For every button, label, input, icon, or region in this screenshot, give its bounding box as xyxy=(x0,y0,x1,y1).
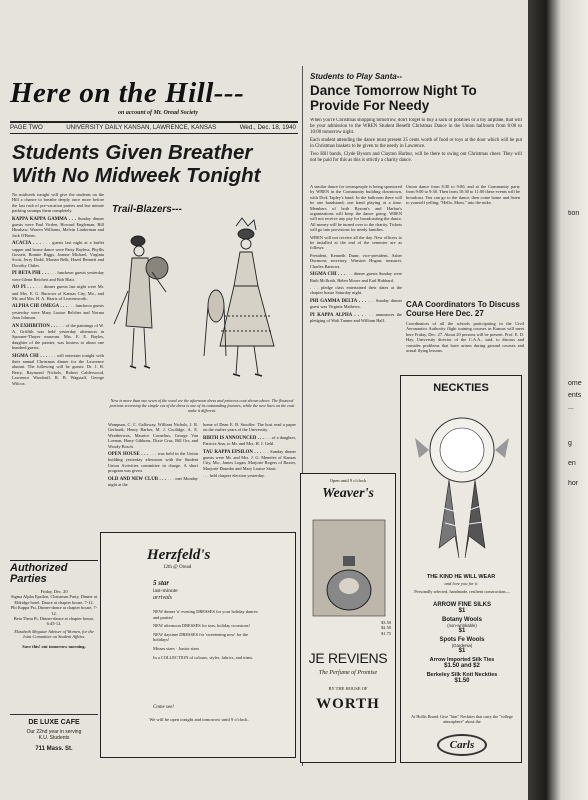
edge-fragment: hor xyxy=(568,480,579,487)
weaver-house: WORTH xyxy=(316,696,380,712)
paper-name: UNIVERSITY DAILY KANSAN, LAWRENCE, KANSAS xyxy=(66,124,217,131)
edge-fragment: en xyxy=(568,460,576,467)
middle-section-old-new-club: OLD AND NEW CLUB . . . . . . met Monday night at the xyxy=(108,475,198,488)
section-ao-pi: AO PI . . . . . . dinner guests last night were Mr. and Mrs. E. G. Burrows of Kansas City, Mo., and Mr. and Mrs. H. A. Harris of Leavenworth. xyxy=(12,284,104,301)
herzfeld-store: Herzfeld's xyxy=(147,547,211,563)
caa-text: Coordinators of all the schools participating in the Civil Aeronautics Authority flight training courses in Kansas will meet here Friday, Dec. 27. About 20 persons will be present. Prof. E. D. Hay, University director of the C.A.A., said, to discuss and consider problems that have arisen during ground courses and actual flying lessons. xyxy=(406,321,524,354)
neckties-ad xyxy=(400,375,522,763)
edge-fragment: tion xyxy=(568,210,580,217)
herzfeld-item: In a COLLECTION of colours, styles, fabrics, and trims. xyxy=(153,654,254,660)
caa-headline: CAA Coordinators To Discuss Course Here Dec. 27 xyxy=(406,300,520,318)
herzfeld-item: NEW afternoon DRESSES for teas, holiday occasions! xyxy=(153,623,250,629)
herzfeld-items xyxy=(153,609,263,660)
necktie-rosette-icon xyxy=(409,398,515,570)
right-kicker: Students to Play Santa-- xyxy=(310,72,403,81)
necktie-line-price: $1.50 and $2 xyxy=(444,663,480,669)
middle-text-1: Wampum, C. C. Galloway, William Nichols, J. R. Gerhardt, Henry Barber, M. J. Coolidge, A. E. Weatherwax, Maurice Cornelius, George Van Loenan, Harry Gibbons, Dixie Crus, Bill Orr, and Woody Bosch. xyxy=(108,422,198,449)
authorized-item: Sigma Alpha Epsilon, Christmas Party, Dinner at Eldridge hotel. Dance at chapter house, 7-12. xyxy=(10,594,98,605)
middle-column-2 xyxy=(203,422,296,530)
section-pi-beta-phi: PI BETA PHI . . . . . . luncheon guests yesterday were Glenn Reichert and Bob Blair. xyxy=(12,270,104,282)
herzfeld-address: 12th @ Oread xyxy=(163,565,192,570)
deluxe-line1: Our 22nd year in serving xyxy=(26,729,82,735)
weaver-price: $2.50 xyxy=(381,625,391,631)
dateline xyxy=(10,124,296,131)
masthead-subtitle: on account of Mt. Oread Society xyxy=(118,110,198,116)
right-col-b-text: Union dance from 8:30 to 9:00, and at the Community party from 9:00 to 9:30. Then from 10:30 to 11:00 these events will be broadcast. You can go to the dance, then come home and listen to yourself yelling, "Hello, Mom," into the mike. xyxy=(406,184,520,206)
right-col-a-text: A similar dance for townspeople is being sponsored by WREN in the Community building downtown, with Dick Tapley's band. In the ballroom there will be one bandstand; one band playing at a time. Members of both Bysom's and Harbur's organizations will keep the dance going. WREN will not receive any pay for broadcasting the dance. All money will be turned over to the charity. Tickets will go into provisions for needy families. xyxy=(310,184,402,233)
section-acacia: ACACIA . . . . . . guests last night at a buffet supper and house dance were Patsy Bayless, Phyllis Gossett, Bonnie Biggs, Joanne Michael, Virginia Scott, Jerry Dodd, Marian Belk, Hazel Bennett and Dorothy Chiles. xyxy=(12,240,104,268)
necktie-line-name: Berkeley Silk Knit Neckties xyxy=(426,672,498,678)
deluxe-line2: K.U. Students xyxy=(38,735,70,741)
weaver-price: $3.50 xyxy=(381,620,391,625)
right-section-sigma-chi: SIGMA CHI . . . . . . dinner guests Sunday were Ruth McIlrath, Helen Moore and Earl Hubbard. xyxy=(310,271,402,283)
edge-fragment: g xyxy=(568,440,572,447)
fashion-illustration xyxy=(108,196,296,396)
necktie-line-name: Spots Fe Wools xyxy=(439,637,485,643)
middle-column-1 xyxy=(108,422,198,530)
necktie-line-name: Arrow Imported Silk Ties xyxy=(429,657,495,663)
herzfeld-tagline2: last-minute xyxy=(153,588,178,594)
herzfelds-ad xyxy=(100,532,296,758)
necktie-line-name: ARROW FINE SILKS xyxy=(433,602,491,608)
right-col-a-text2: WREN will not receive all the day. New officers to be installed at the end of the semester are as follows: xyxy=(310,234,402,251)
page-label: PAGE TWO xyxy=(10,124,43,131)
necktie-line-name: Botany Wools xyxy=(442,617,482,623)
main-headline: Students Given Breather With No Midweek Tonight xyxy=(12,141,261,187)
authorized-parties-box xyxy=(10,563,98,649)
middle-section-open-house: OPEN HOUSE . . . . . . was held in the Union building yesterday afternoon with the Student Union Activities committee in charge. A short program was given. xyxy=(108,451,198,474)
herzfeld-item: NEW daytime DRESSES for 'sweetening now' for the holidays! xyxy=(153,631,249,643)
herzfeld-tagline3: arrivals xyxy=(153,595,173,601)
deluxe-cafe-ad xyxy=(10,714,98,764)
authorized-footer: Save this! out tomorrow morning. xyxy=(22,643,86,649)
weaver-note: Open until 9 o'clock xyxy=(329,478,367,483)
right-column-b xyxy=(406,184,520,244)
neckties-title: NECKTIES xyxy=(433,382,489,394)
edge-fragment: ... xyxy=(568,404,574,411)
section-exhibition: AN EXHIBITION . . . . . . of the paintings of W. A. Griffith was held yesterday afternoon in Spooner-Thayer museum. Mrs. E. E. Bayles, daughter of the painter, was hostess to about one hundred guests. xyxy=(12,322,104,351)
issue-date: Wed., Dec. 18, 1940 xyxy=(239,124,296,131)
middle-section-tke: TAU KAPPA EPSILON . . . . . . Sunday dinner guests were Mr. and Mrs. J. G. Menefee of Kansas City, Mo., James Logan, Marjorie Rogers of Baxter, Marjorie Drumbo and Mary Louise Stout. xyxy=(203,448,296,471)
middle-text-3: . . . held chapter election yesterday. xyxy=(203,473,265,479)
section-alpha-chi: ALPHA CHI OMEGA . . . . . . luncheon guests yesterday were Mary Louise Belcher and Norma Jean Johnson. xyxy=(12,303,104,321)
right-headline: Dance Tomorrow Night To Provide For Needy xyxy=(310,83,477,113)
authorized-item: Beta Theta Pi, Dinner-dance at chapter house, 6:45-12. xyxy=(13,616,95,627)
necktie-line-note: (non-wrinkable) xyxy=(447,623,477,628)
carls-logo: Carls xyxy=(437,734,487,756)
weaver-prices xyxy=(381,620,391,636)
right-section-phi-gamma: PHI GAMMA DELTA . . . . . . Sunday dinner guest was Virginia Mathews. xyxy=(310,297,402,310)
necktie-line-price: $1 xyxy=(458,608,466,614)
edge-fragment: ents xyxy=(568,392,582,399)
authorized-list xyxy=(10,589,98,649)
weaver-tagline: The Perfume of Promise xyxy=(318,670,378,676)
authorized-title: Authorized Parties xyxy=(10,562,68,585)
neckties-sub: and love you for it xyxy=(444,581,478,586)
necktie-line-price: $1 xyxy=(458,648,466,654)
right-section-pi-kappa: PI KAPPA ALPHA . . . . . . announces the pledging of Walt Tanner and William Hall. xyxy=(310,311,402,323)
left-column xyxy=(12,192,104,558)
weaver-store: Weaver's xyxy=(322,486,374,501)
herzfeld-item: NEW dinner 'n' evening DRESSES for your holiday dances and parties! xyxy=(153,609,258,620)
middle-section-birth: BIRTH IS ANNOUNCED . . . . . . of a daughter, Patricia Ann, to Mr. and Mrs. H. J. Gehl. xyxy=(203,434,296,447)
caa-story xyxy=(406,300,524,353)
deluxe-address: 711 Mass. St. xyxy=(35,746,73,752)
necktie-line-price: $1.50 xyxy=(454,678,470,684)
right-lead-p2: Each student attending the dance must present 25 cents worth of food or toys at the door which will be put in Christmas baskets to be given to the needy in Lawrence. xyxy=(310,138,522,149)
section-sigma-chi: SIGMA CHI . . . . . . will entertain tonight with their annual Christmas dinner for the Lawrence alumni. The following will be guests: Dr. J. R. Berry, Raymond Nichols, Robert Calderwood, Lawrence Woodruff, R. B. Wagstaff, George Wilcox. xyxy=(12,352,104,386)
illustration-caption: Now is more than one sewn of the word ere the afternoon dress and princess coat shown above. The flounced portions screening the simple cut of the dress is one of its outstanding features, while the new lines on the coat make it different. xyxy=(109,398,295,413)
weaver-product: JE REVIENS xyxy=(308,650,388,666)
herzfeld-closing1: Come see! xyxy=(153,705,174,710)
herzfeld-item: Misses sizes · Junior sizes xyxy=(153,645,200,651)
fashion-figures-drawing xyxy=(108,196,296,396)
masthead-title: Here on the Hill--- xyxy=(10,77,245,109)
authorized-item: Phi Kappa Psi, Dinner-dance at chapter house, 7-12. xyxy=(10,605,98,616)
authorized-rule xyxy=(10,560,98,561)
herzfeld-closing2: We will be open tonight and tomorrow until 9 o'clock. xyxy=(149,717,249,722)
neckties-slogan: THE KIND HE WILL WEAR xyxy=(426,574,496,580)
illustration-label: Trail-Blazers--- xyxy=(112,204,182,215)
dateline-rule xyxy=(10,133,298,134)
section-kkg: KAPPA KAPPA GAMMA . . . Sunday dinner guests were Paul Virden, Howard Engleman, Bill Hinshaw, Warren Williams, Melvin Linderman and Jack O'Brien. xyxy=(12,215,104,238)
right-lead xyxy=(310,118,522,174)
masthead-rule xyxy=(10,121,298,123)
authorized-item: Friday, Dec. 20 xyxy=(40,589,68,594)
right-column-a xyxy=(310,184,402,464)
right-col-a-text3: President, Kenneth Dunn; vice-president, Asher Dormont; secretary, Winston Hogan; treasurer, Charles Barrows. xyxy=(310,252,402,269)
right-lead-p1: When you're Christmas shopping tomorrow, don't forget to buy a sack of potatoes or a toy airplane, that will be your admission to the WREN Student Benefit Christmas Dance in the Union ballroom from 8:00 to 10:00 tomorrow night. xyxy=(310,118,522,135)
deluxe-name: DE LUXE CAFE xyxy=(28,719,80,726)
herzfeld-tagline1: 5 star xyxy=(153,579,170,587)
middle-text-2: home of Dean E. B. Stouffer. The host read a paper on the earlier years of the University. xyxy=(203,422,296,433)
weaver-by: BY THE HOUSE OF xyxy=(328,686,368,691)
right-section-pledge: . . . pledge class entertained their dates at the chapter house Saturday night. xyxy=(310,284,402,296)
necktie-line-note: (Gardenia) xyxy=(451,643,473,648)
weavers-ad xyxy=(300,473,396,763)
right-lead-p3: Two Hill bands, Clyde Bysom and Clayton Harbur, will be there to swing out Christmas cheer. They will not be paid for this as this is strictly a charity dance. xyxy=(310,152,522,163)
binding-edge xyxy=(528,0,588,800)
neckties-note: At Hollis Brand. Give "him" Neckties that carry the "college atmosphere" about the xyxy=(411,714,513,724)
authorized-item: Elizabeth Meguiar Adviser of Women, for the Joint Committee on Student Affairs. xyxy=(14,628,94,640)
necktie-line-price: $1 xyxy=(458,628,466,634)
edge-fragment: ome xyxy=(568,380,582,387)
weaver-price: $1.75 xyxy=(381,630,391,636)
perfume-bottle-icon xyxy=(311,518,387,618)
main-intro: No midweek tonight will give the students on the Hill a chance to breathe deeply once more before the last rush of pre-vacation parties and last minute packing swamps them completely. xyxy=(12,192,104,214)
neckties-lines xyxy=(405,602,519,684)
neckties-desc: Personally selected, handmade, resilient construction— xyxy=(414,589,510,594)
